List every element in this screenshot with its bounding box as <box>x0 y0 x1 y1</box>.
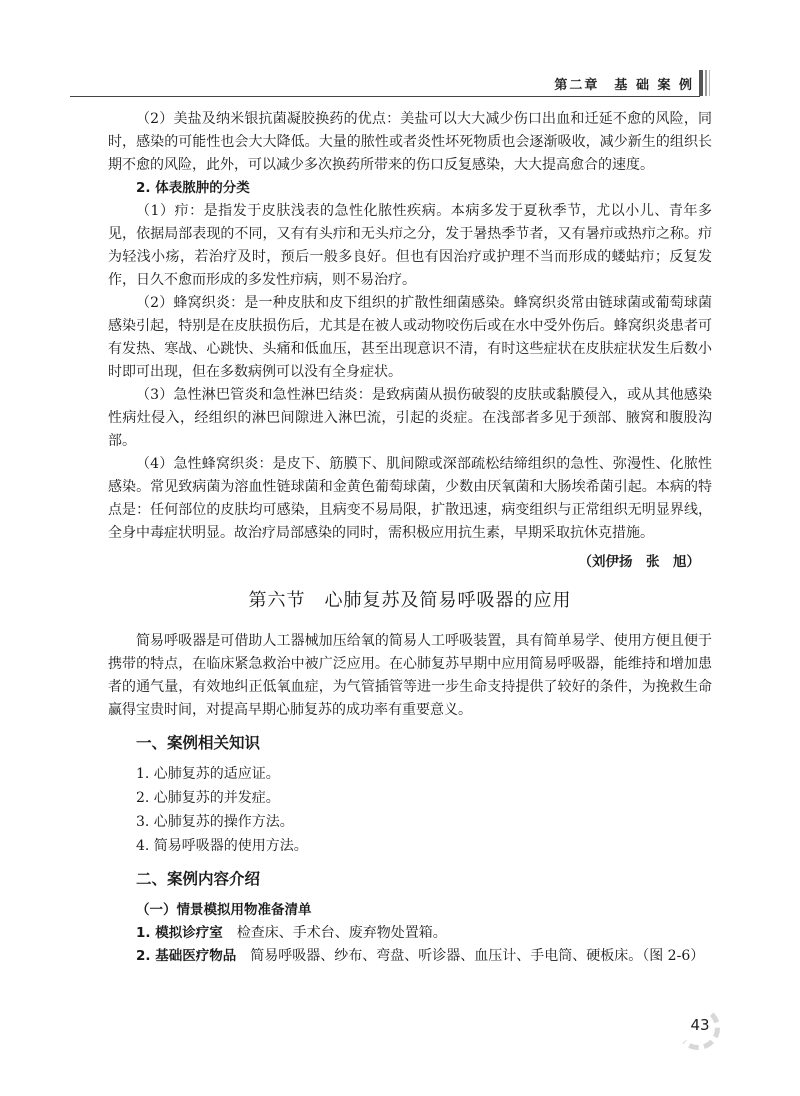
header-decoration <box>697 70 710 96</box>
paragraph-lymphangitis: （3）急性淋巴管炎和急性淋巴结炎：是致病菌从损伤破裂的皮肤或黏膜侵入，或从其他感染性病灶侵入，经组织的淋巴间隙进入淋巴流，引起的炎症。在浅部者多见于颈部、腋窝和腹股沟部。 <box>108 387 712 449</box>
supply-item-medical <box>108 945 712 968</box>
paragraph-acute-cellulitis: （4）急性蜂窝织炎：是皮下、筋膜下、肌间隙或深部疏松结缔组织的急性、弥漫性、化脓性感染。常见致病菌为溶血性链球菌和金黄色葡萄球菌，少数由厌氧菌和大肠埃希菌引起。本病的特点是：任何部位的皮肤均可感染，且病变不易局限，扩散迅速，病变组织与正常组织无明显界线，全身中毒症状明显。故治疗局部感染的同时，需积极应用抗生素，早期采取抗休克措施。 <box>108 456 712 541</box>
heading-related-knowledge: 一、案例相关知识 <box>136 734 261 752</box>
paragraph-dressing-advantages: （2）美盐及纳米银抗菌凝胶换药的优点：美盐可以大大减少伤口出血和迁延不愈的风险，同时，感染的可能性也会大大降低。大量的脓性或者炎性坏死物质也会逐渐吸收，减少新生的组织长期不愈的风险，此外，可以减少多次换药所带来的伤口反复感染，大大提高愈合的速度。 <box>108 111 712 173</box>
page-number: 43 <box>690 1016 710 1034</box>
author-credit: （刘伊扬 张 旭） <box>578 554 700 570</box>
subheading-abscess-classification: 2. 体表脓肿的分类 <box>136 180 250 196</box>
subheading-supplies-list: （一）情景模拟用物准备清单 <box>136 902 312 918</box>
list-item: 2. 心肺复苏的并发症。 <box>136 790 280 806</box>
supply-label: 2. 基础医疗物品 <box>136 948 237 964</box>
supply-item-clinic <box>108 922 712 945</box>
list-item: 3. 心肺复苏的操作方法。 <box>136 814 294 830</box>
supply-text: 简易呼吸器、纱布、弯盘、听诊器、血压计、手电筒、硬板床。（图 2-6） <box>236 948 705 964</box>
chapter-title: 第二章 基 础 案 例 <box>554 78 694 93</box>
list-item: 4. 简易呼吸器的使用方法。 <box>136 838 308 854</box>
running-header <box>70 76 700 97</box>
page-body <box>108 108 712 968</box>
supply-text: 检查床、手术台、废弃物处置箱。 <box>222 925 447 941</box>
heading-case-content: 二、案例内容介绍 <box>136 870 261 888</box>
paragraph-section-intro: 简易呼吸器是可借助人工器械加压给氧的简易人工呼吸装置，具有简单易学、使用方便且便于携带的特点，在临床紧急救治中被广泛应用。在心肺复苏早期中应用简易呼吸器，能维持和增加患者的通气量，有效地纠正低氧血症，为气管插管等进一步生命支持提供了较好的条件，为挽救生命赢得宝贵时间，对提高早期心肺复苏的成功率有重要意义。 <box>108 633 712 718</box>
paragraph-cellulitis: （2）蜂窝织炎：是一种皮肤和皮下组织的扩散性细菌感染。蜂窝织炎常由链球菌或葡萄球菌感染引起，特别是在皮肤损伤后，尤其是在被人或动物咬伤后或在水中受外伤后。蜂窝织炎患者可有发热、寒战、心跳快、头痛和低血压，甚至出现意识不清，有时这些症状在皮肤症状发生后数小时即可出现，但在多数病例可以没有全身症状。 <box>108 295 712 380</box>
section-title: 第六节 心肺复苏及简易呼吸器的应用 <box>248 590 572 611</box>
paragraph-furuncle: （1）疖：是指发于皮肤浅表的急性化脓性疾病。本病多发于夏秋季节，尤以小儿、青年多见，依据局部表现的不同，又有有头疖和无头疖之分，发于暑热季节者，又有暑疖或热疖之称。疖为轻浅小疡，若治疗及时，预后一般多良好。但也有因治疗或护理不当而形成的蝼蛄疖；反复发作，日久不愈而形成的多发性疖病，则不易治疗。 <box>108 203 712 288</box>
knowledge-list <box>108 762 712 858</box>
list-item: 1. 心肺复苏的适应证。 <box>136 766 280 782</box>
supply-label: 1. 模拟诊疗室 <box>136 925 223 941</box>
